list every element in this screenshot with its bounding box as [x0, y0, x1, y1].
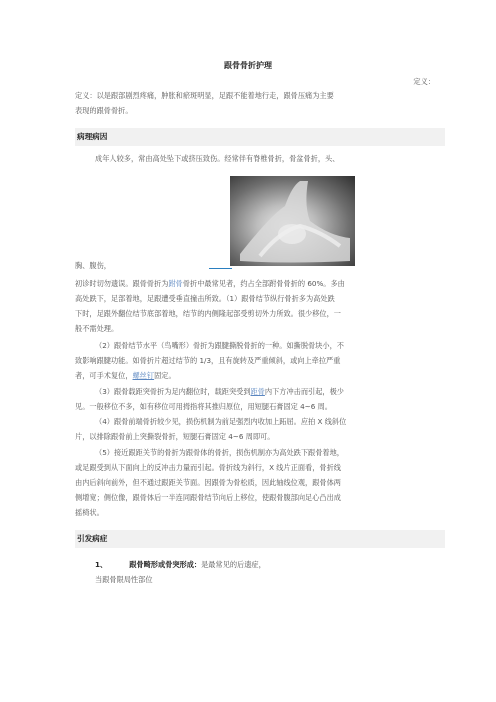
- tarsal-link[interactable]: 跗骨: [168, 279, 183, 288]
- paragraph-2: [75, 338, 344, 383]
- para5-line-3: 由内后斜向前外，但不通过跟距关节面。因跟骨为骨松质，因此轴线位观，跟骨体两: [75, 478, 341, 487]
- para2-text-a: 者，可手术复位，: [75, 371, 133, 380]
- para5-line-4: 侧增宽；侧位像，跟骨体后一半连同跟骨结节向后上移位，使跟骨腹部向足心凸出成: [75, 493, 341, 502]
- item-text: 是最常见的后遗症，: [201, 560, 266, 569]
- section-heading-pathology: 病理病因: [75, 128, 445, 146]
- foot-xray-graphic: [230, 176, 355, 266]
- image-link-underline[interactable]: [209, 268, 232, 269]
- para1-text-a: 初诊时切勿遗误。跟骨骨折为: [75, 279, 169, 288]
- complication-item-1: [95, 557, 266, 572]
- paragraph-1: [75, 276, 345, 336]
- para2-text-b: 固定。: [154, 371, 176, 380]
- paragraph-4: [75, 414, 347, 444]
- definition-box: [75, 88, 440, 118]
- paragraph-5: [75, 445, 344, 520]
- paragraph-3: [75, 384, 344, 414]
- para3-text-a: （3）跟骨载距突骨折为足内翻位时，载距突受到: [95, 387, 251, 396]
- para1-text-b: 骨折中最常见者，约占全部跗骨骨折的 60%。多由: [182, 279, 345, 288]
- item-title: 跟骨畸形或骨突形成：: [129, 560, 202, 569]
- para3-line-2: 见。一般移位不多，如有移位可用拇指将其推归原位，用短腿石膏固定 4~6 周。: [75, 402, 332, 411]
- para1-line-4: 般不需处理。: [75, 324, 119, 333]
- para2-line-1: （2）跟骨结节水平（鸟嘴形）骨折为跟腱撕脱骨折的一种。如撕脱骨块小，不: [95, 341, 344, 350]
- definition-label: 定义：: [413, 77, 435, 86]
- intro-line-2: 胸、腹伤，: [75, 261, 111, 270]
- para5-line-1: （5）接近跟距关节的骨折为跟骨体的骨折，损伤机制亦为高处跌下跟骨着地，: [95, 448, 344, 457]
- para4-line-1: （4）跟骨前端骨折较少见，损伤机制为前足强烈内收加上跖屈。应拍 X 线斜位: [95, 417, 347, 426]
- complication-item-1-line-2: 当跟骨限局性部位: [95, 575, 153, 584]
- para2-line-2: 致影响跟腱功能。如骨折片超过结节的 1/3，且有旋转及严重倾斜，或向上牵拉严重: [75, 356, 341, 365]
- para4-line-2: 片，以排除跟骨前上突撕裂骨折，短腿石膏固定 4~6 周即可。: [75, 432, 275, 441]
- talus-link[interactable]: 距骨: [250, 387, 265, 396]
- para5-line-5: 摇椅状。: [75, 508, 104, 517]
- section-heading-complications: 引发病症: [75, 530, 445, 548]
- para3-text-b: 内下方冲击而引起，极少: [264, 387, 344, 396]
- para5-line-2: 或足跟受到从下面向上的反冲击力量而引起。骨折线为斜行，X 线片正面看，骨折线: [75, 463, 341, 472]
- xray-image: [230, 176, 355, 266]
- definition-line-2: 表现的跟骨骨折。: [75, 106, 133, 115]
- para1-line-2: 高处跌下，足部着地，足跟遭受垂直撞击所致。（1）跟骨结节纵行骨折多为高处跌: [75, 294, 335, 303]
- doc-title: 跟骨骨折护理: [224, 61, 272, 70]
- definition-line-1: 定义：以是跟部剧烈疼痛，肿胀和瘀斑明显，足跟不能着地行走，跟骨压痛为主要: [75, 91, 334, 100]
- intro-line-1: 成年人较多，常由高处坠下或挤压致伤。经常伴有脊椎骨折，骨盆骨折，头、: [95, 154, 340, 163]
- screw-link[interactable]: 螺丝钉: [132, 371, 155, 380]
- para1-line-3: 下时，足跟外翻位结节底部着地，结节的内侧隆起部受剪切外力所致。很少移位，一: [75, 309, 341, 318]
- item-number: 1、: [95, 560, 108, 569]
